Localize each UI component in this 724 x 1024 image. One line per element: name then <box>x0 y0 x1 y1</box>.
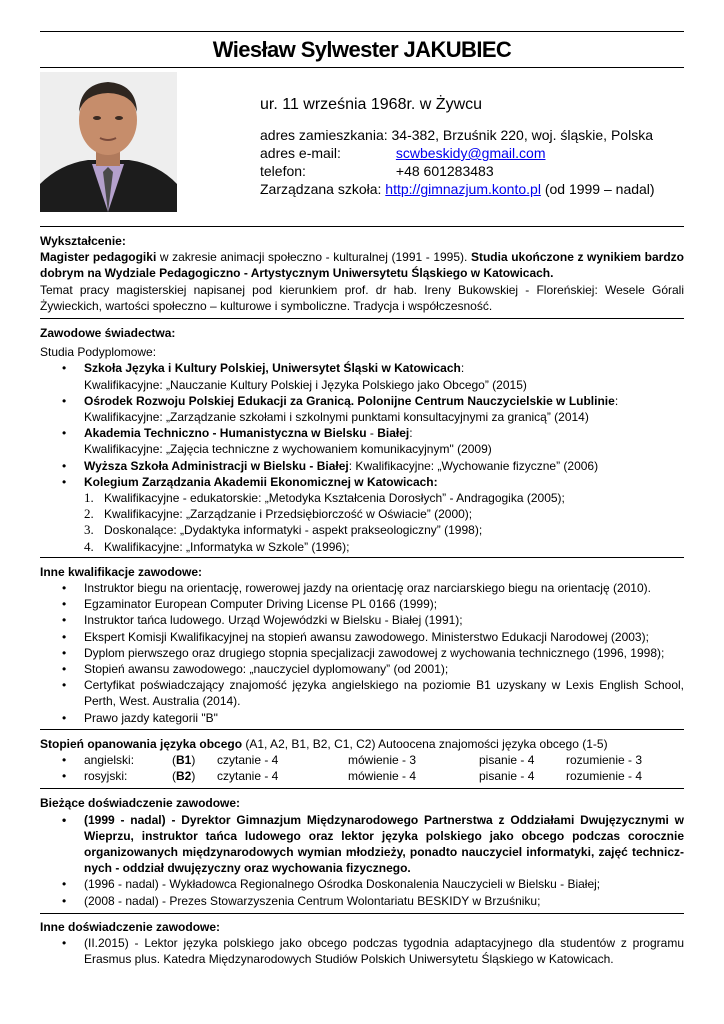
list-item: • Dyplom pierwszego oraz drugiego stopnia specjalizacji zawodowej z wychowania technicznego (1996, 1998); <box>40 645 684 661</box>
section-rule <box>40 557 684 558</box>
section-rule <box>40 913 684 914</box>
current-experience-section <box>40 795 684 908</box>
languages-heading: Stopień opanowania języka obcego (A1, A2, B1, B2, C1, C2) Autoocena znajomości języka obcego (1-5) <box>40 736 608 751</box>
header-section <box>40 68 684 218</box>
other-experience-list <box>40 935 684 967</box>
email-label: adres e-mail: <box>260 145 341 161</box>
numbered-item: 4. Kwalifikacyjne: „Informatyka w Szkole” (1996); <box>84 538 350 554</box>
list-item: • (1999 - nadal) - Dyrektor Gimnazjum Międzynarodowego Partnerstwa z Oddziałami Dwujęzycznymi w Wieprzu, instruktor tańca ludowego oraz lektor języka polskiego jako obcego podczas corocznie organizowanych międzynarodowych wymian młodzieży, ponadto nauczyciel informatyki, zajęć technicz-nych - oddział dwujęzyczny oraz wychowania fizycznego. <box>40 812 684 877</box>
section-rule <box>40 729 684 730</box>
phone-row <box>260 162 655 180</box>
list-item: • Akademia Techniczno - Humanistyczna w Bielsku - Białej: Kwalifikacyjne: „Zajęcia techniczne z wychowaniem komunikacyjnym" (2009) <box>40 425 684 457</box>
other-experience-section <box>40 919 684 968</box>
section-rule <box>40 788 684 789</box>
list-item: • Instruktor biegu na orientację, rowerowej jazdy na orientację oraz narciarskiego biegu na orientację (2010). <box>40 580 684 596</box>
list-item: • Instruktor tańca ludowego. Urząd Wojewódzki w Bielsku - Białej (1991); <box>40 612 684 628</box>
school-row <box>260 180 655 198</box>
language-row-russian: • rosyjski: (B2) czytanie - 4 mówienie - 4 pisanie - 4 rozumienie - 4 <box>62 769 643 784</box>
section-rule <box>40 226 684 227</box>
studies-bold: Studia ukończone z wynikiem bardzo dobrym na Wydziale Pedagogiczno - Artystycznym Uniwersytetu Śląskiego w Katowicach. <box>40 250 684 281</box>
list-item: • Certyfikat poświadczający znajomość języka angielskiego na poziomie B1 uzyskany w Lexis English School, Perth, West. Australia (2014). <box>40 677 684 709</box>
qualifications-list <box>40 580 684 726</box>
list-item: • Stopień awansu zawodowego: „nauczyciel dyplomowany” (od 2001); <box>40 661 684 677</box>
education-section <box>40 233 684 314</box>
kolegium-list <box>40 490 684 555</box>
degree-bold: Magister pedagogiki <box>40 250 157 265</box>
birth-info: ur. 11 września 1968r. w Żywcu <box>260 96 483 113</box>
person-name: Wiesław Sylwester JAKUBIEC <box>212 37 512 62</box>
list-item: • Kolegium Zarządzania Akademii Ekonomicznej w Katowicach: <box>40 474 684 490</box>
other-qualifications-section <box>40 564 684 726</box>
certificates-title: Zawodowe świadectwa: <box>40 326 176 341</box>
section-rule <box>40 318 684 319</box>
phone-value: +48 601283483 <box>395 163 494 179</box>
numbered-item: 1. Kwalifikacyjne - edukatorskie: „Metodyka Kształcenia Dorosłych” - Andragogika (2005); <box>84 490 565 506</box>
profile-photo <box>40 72 177 212</box>
list-item: • Egzaminator European Computer Driving License PL 0166 (1999); <box>40 596 684 612</box>
thesis-text: Temat pracy magisterskiej napisanej pod kierunkiem prof. dr hab. Ireny Bukowskiej - Floreńskiej: Wesele Górali Żywieckich, wartości społeczno – kulturowe i symboliczne. Tradycja i współczesność. <box>40 282 684 313</box>
personal-info <box>260 96 655 198</box>
certificates-section <box>40 325 684 555</box>
phone-label: telefon: <box>260 163 306 179</box>
postgrad-intro: Studia Podyplomowe: <box>40 345 157 360</box>
list-item: • Prawo jazdy kategorii "B" <box>40 710 684 726</box>
school-link[interactable]: http://gimnazjum.konto.pl <box>385 181 541 197</box>
degree-rest: w zakresie animacji społeczno - kulturalnej (1991 - 1995). <box>156 250 471 265</box>
email-link[interactable]: scwbeskidy@gmail.com <box>395 145 546 161</box>
other-experience-title: Inne doświadczenie zawodowe: <box>40 919 221 934</box>
numbered-item: 3. Doskonalące: „Dydaktyka informatyki - aspekt prakseologiczny” (1998); <box>84 522 483 538</box>
list-item: • (II.2015) - Lektor języka polskiego jako obcego podczas tygodnia adaptacyjnego dla studentów z programu Erasmus plus. Katedra Międzynarodowych Studiów Polskich Uniwersytetu Śląskiego w Katowicach. <box>40 935 684 967</box>
address-row <box>260 126 655 144</box>
language-row-english: • angielski: (B1) czytanie - 4 mówienie - 3 pisanie - 4 rozumienie - 3 <box>62 753 643 768</box>
list-item: • Szkoła Języka i Kultury Polskiej, Uniwersytet Śląski w Katowicach: Kwalifikacyjne: „Nauczanie Kultury Polskiej i Języka Polskiego jako Obcego” (2015) <box>40 360 684 392</box>
languages-section <box>40 736 684 785</box>
current-experience-list <box>40 812 684 909</box>
address-label: adres zamieszkania: <box>260 127 388 143</box>
school-label: Zarządzana szkoła: <box>260 181 382 197</box>
email-row <box>260 144 655 162</box>
list-item: • (1996 - nadal) - Wykładowca Regionalnego Ośrodka Doskonalenia Nauczycieli w Bielsku - Białej; <box>40 876 684 892</box>
list-item: • Ośrodek Rozwoju Polskiej Edukacji za Granicą. Polonijne Centrum Nauczycielskie w Lublinie: Kwalifikacyjne: „Zarządzanie szkołami i szkolnymi punktami konsultacyjnymi za granicą” (2014) <box>40 393 684 425</box>
other-qualifications-title: Inne kwalifikacje zawodowe: <box>40 564 203 579</box>
list-item: • Wyższa Szkoła Administracji w Bielsku - Białej: Kwalifikacyjne: „Wychowanie fizyczne” (2006) <box>40 458 684 474</box>
current-experience-title: Bieżące doświadczenie zawodowe: <box>40 796 241 811</box>
numbered-item: 2. Kwalifikacyjne: „Zarządzanie i Przedsiębiorczość w Oświacie” (2000); <box>84 506 473 522</box>
education-title: Wykształcenie: <box>40 234 126 248</box>
school-tail: (od 1999 – nadal) <box>540 181 655 197</box>
postgrad-list <box>40 360 684 490</box>
education-degree <box>40 249 684 281</box>
top-rule <box>40 31 684 32</box>
list-item: • Ekspert Komisji Kwalifikacyjnej na stopień awansu zawodowego. Ministerstwo Edukacji Narodowej (2003); <box>40 629 684 645</box>
list-item: • (2008 - nadal) - Prezes Stowarzyszenia Centrum Wolontariatu BESKIDY w Brzuśniku; <box>40 893 684 909</box>
address-value: 34-382, Brzuśnik 220, woj. śląskie, Polska <box>391 127 653 143</box>
cv-page <box>40 0 684 968</box>
